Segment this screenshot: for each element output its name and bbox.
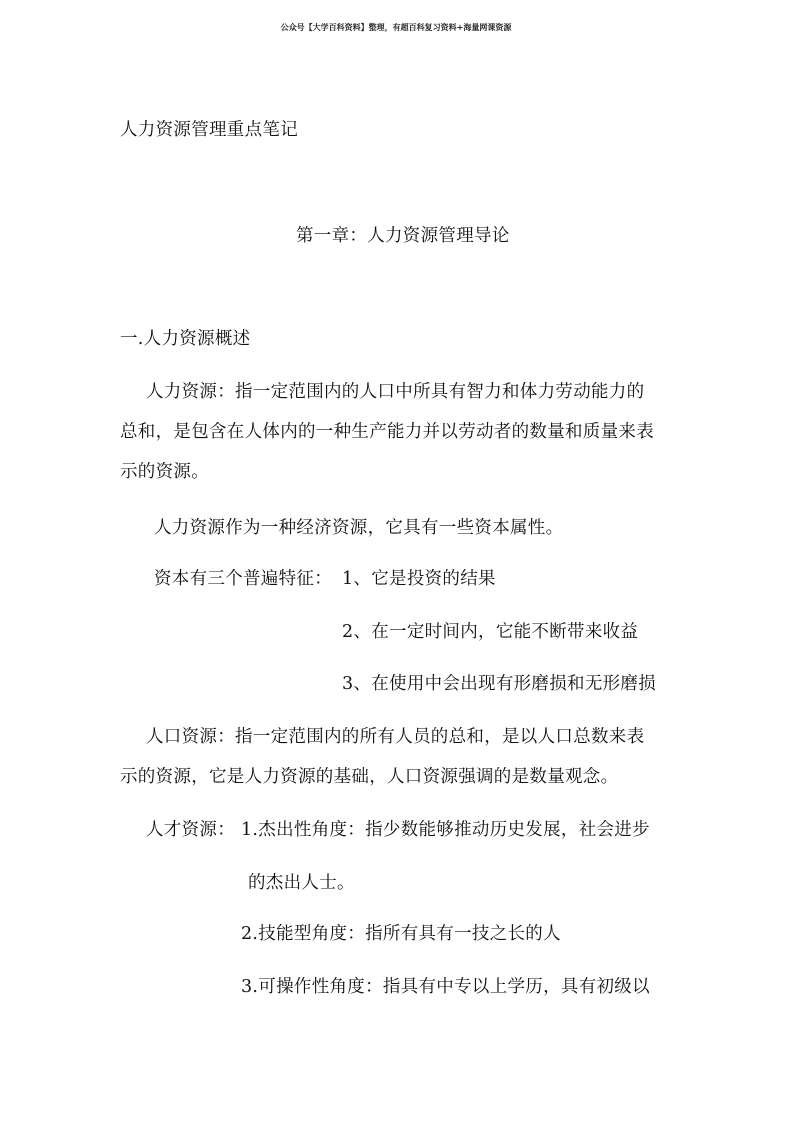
capital-feature-item-1: 1、它是投资的结果 [342, 569, 496, 589]
population-resources-definition-line-2: 示的资源，它是人力资源的基础，人口资源强调的是数量观念。 [120, 767, 619, 787]
talent-resources-label: 人才资源： [146, 820, 235, 840]
chapter-title: 第一章：人力资源管理导论 [296, 226, 510, 246]
talent-item-1-line-2: 的杰出人士。 [248, 873, 355, 893]
population-resources-definition-line-1: 人口资源：指一定范围内的所有人员的总和，是以人口总数来表 [146, 727, 645, 747]
capital-feature-item-2: 2、在一定时间内，它能不断带来收益 [342, 622, 639, 642]
human-resources-definition-line-3: 示的资源。 [120, 462, 209, 482]
human-resources-definition-line-2: 总和，是包含在人体内的一种生产能力并以劳动者的数量和质量来表 [120, 422, 654, 442]
capital-feature-item-3: 3、在使用中会出现有形磨损和无形磨损 [342, 674, 657, 694]
header-note: 公众号【大学百科资料】整理，有超百科复习资料+海量网课资源 [280, 22, 512, 32]
section-title: 一.人力资源概述 [120, 329, 251, 349]
human-resources-definition-line-1: 人力资源：指一定范围内的人口中所具有智力和体力劳动能力的 [146, 382, 645, 402]
economic-resource-note: 人力资源作为一种经济资源，它具有一些资本属性。 [154, 518, 564, 538]
talent-item-2: 2.技能型角度：指所有具有一技之长的人 [241, 924, 561, 944]
talent-item-1-line-1: 1.杰出性角度：指少数能够推动历史发展，社会进步 [241, 820, 650, 840]
talent-item-3: 3.可操作性角度：指具有中专以上学历，具有初级以 [241, 977, 650, 997]
capital-features-label: 资本有三个普遍特征： [154, 569, 332, 589]
document-title: 人力资源管理重点笔记 [120, 120, 298, 140]
